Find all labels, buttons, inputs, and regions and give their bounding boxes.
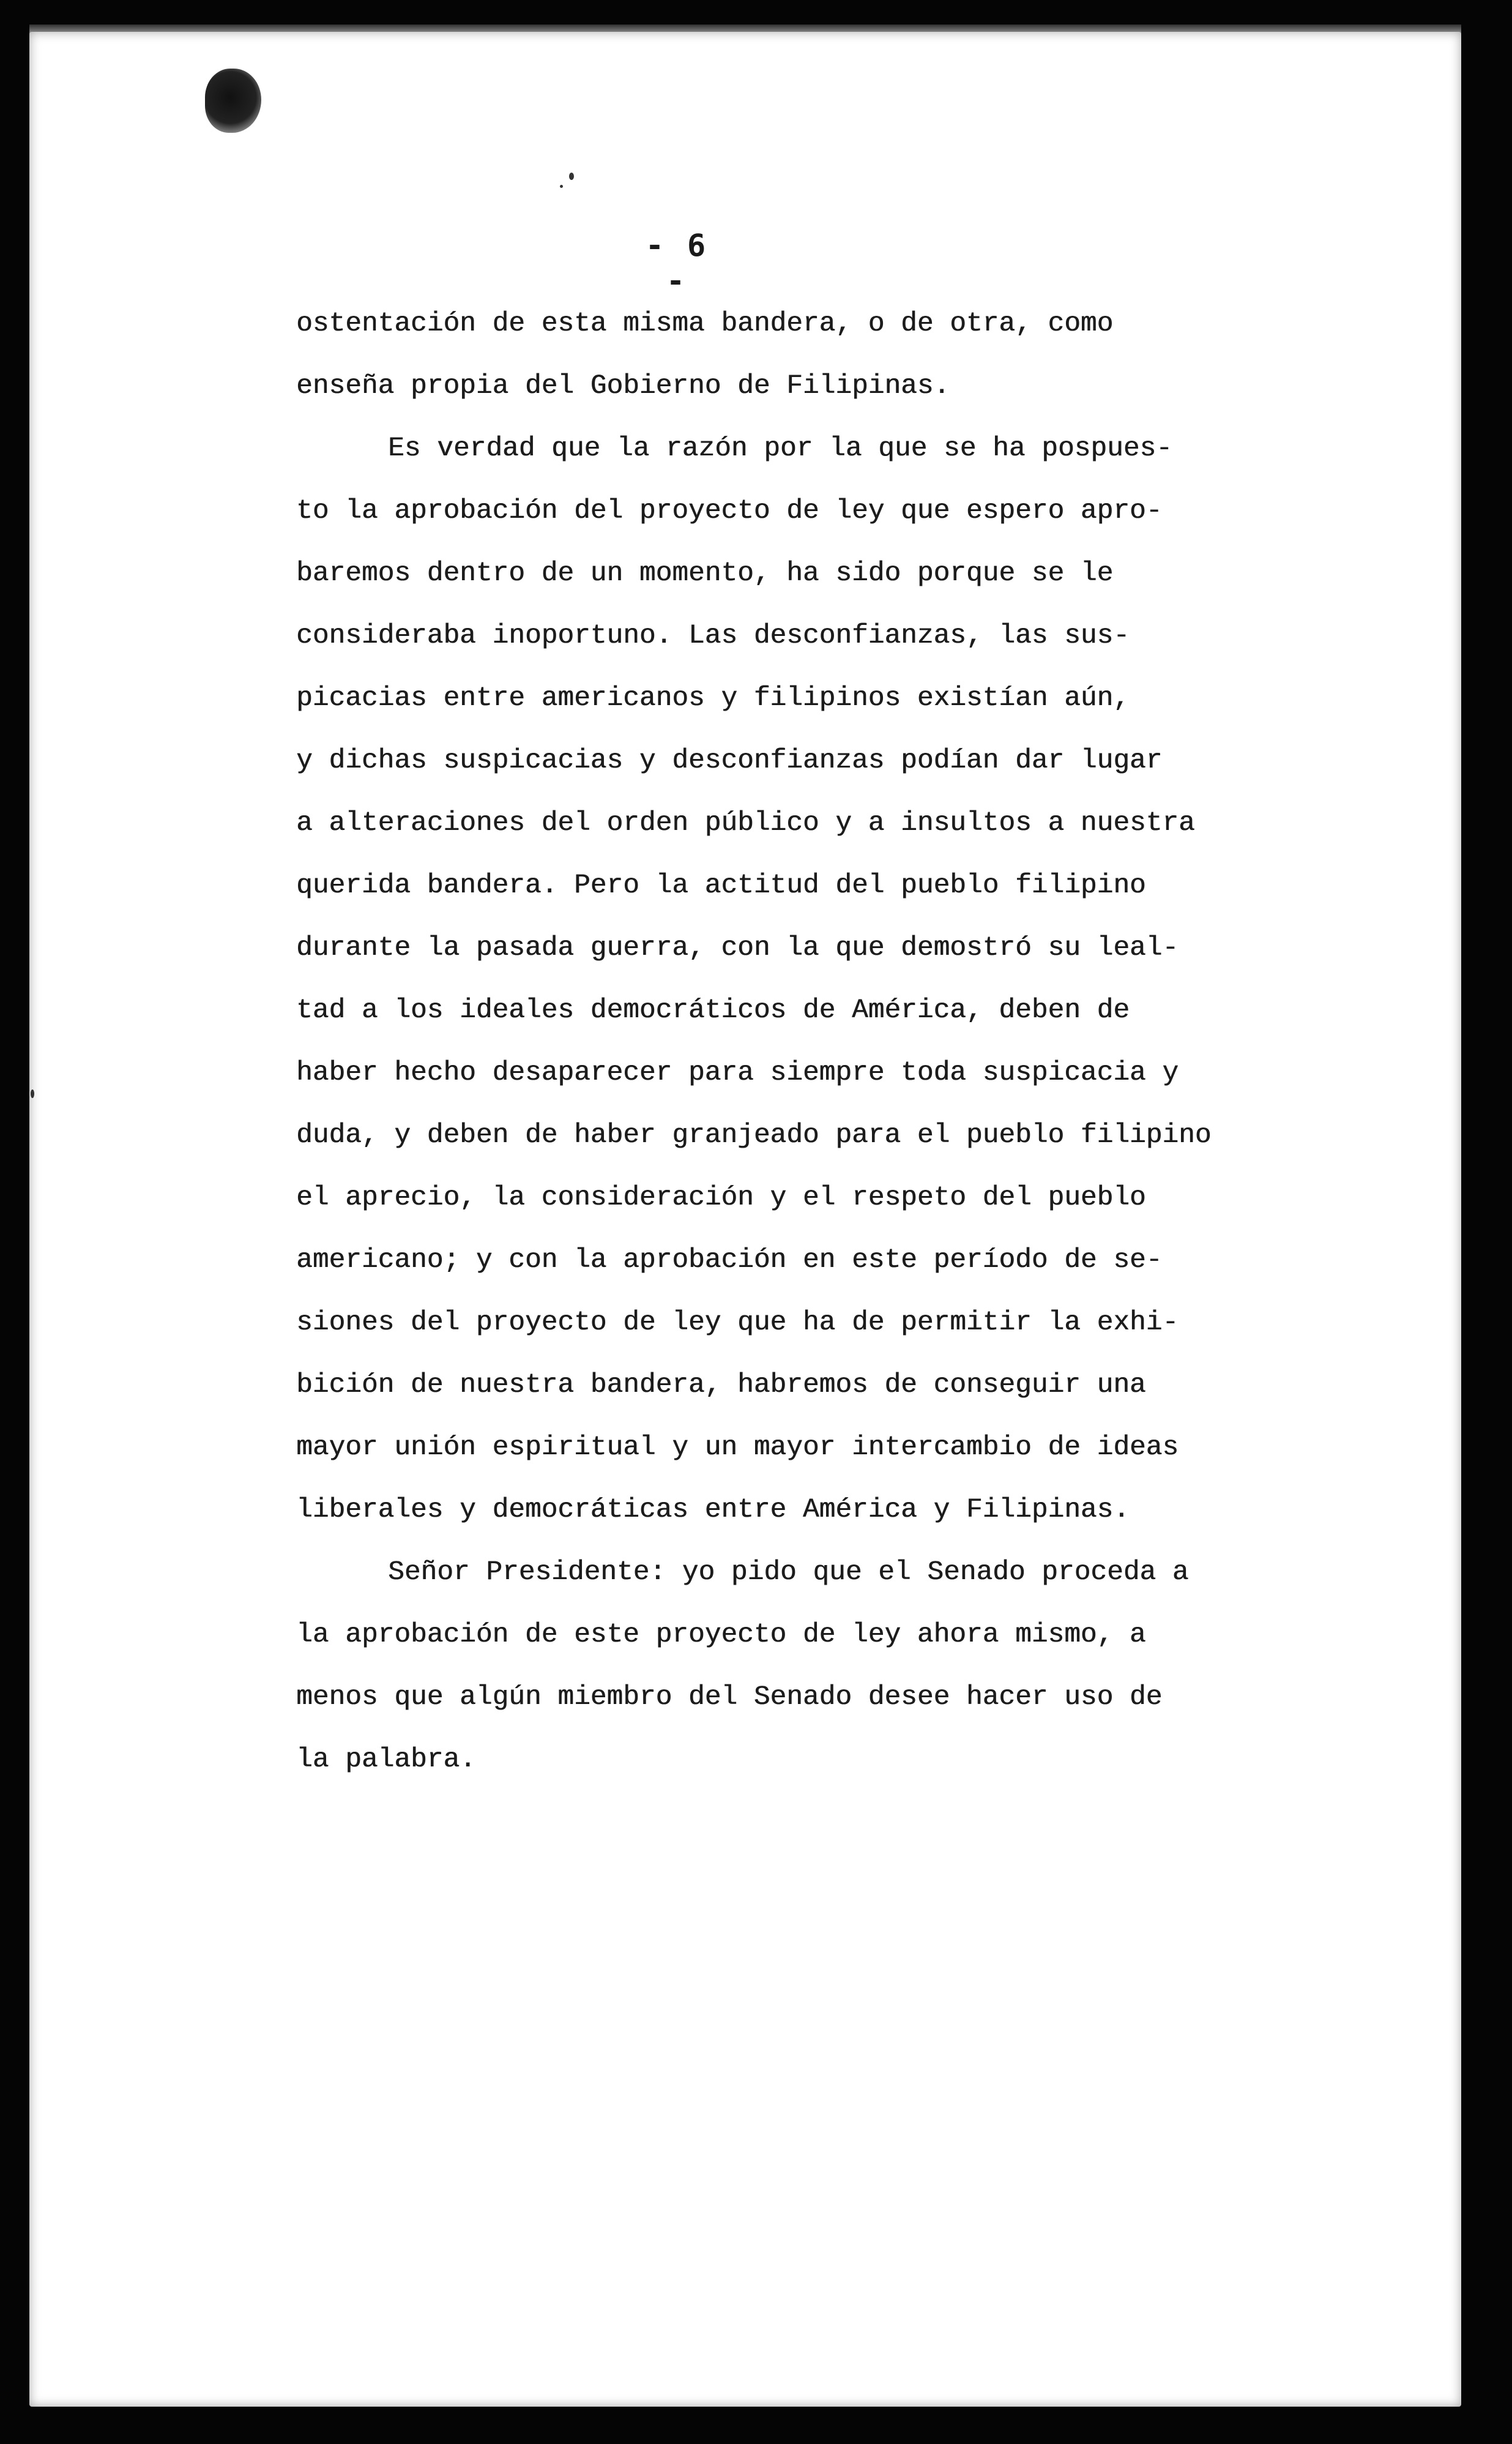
text-line: el aprecio, la consideración y el respeto del pueblo [296, 1183, 1146, 1213]
page-number: - 6 - [645, 228, 709, 299]
text-line: bición de nuestra bandera, habremos de conseguir una [296, 1370, 1146, 1400]
text-line: americano; y con la aprobación en este período de se- [296, 1245, 1163, 1276]
text-line: durante la pasada guerra, con la que demostró su leal- [296, 933, 1179, 963]
text-line: Señor Presidente: yo pido que el Senado proceda a [388, 1557, 1189, 1588]
text-line: picacias entre americanos y filipinos existían aún, [296, 683, 1130, 714]
text-line: la palabra. [296, 1744, 476, 1775]
text-line: querida bandera. Pero la actitud del pueblo filipino [296, 870, 1146, 901]
text-line: menos que algún miembro del Senado desee hacer uso de [296, 1682, 1163, 1713]
text-line: siones del proyecto de ley que ha de permitir la exhi- [296, 1307, 1179, 1338]
text-line: a alteraciones del orden público y a insultos a nuestra [296, 808, 1195, 839]
body-text [296, 293, 1349, 1791]
speck-mark [560, 185, 563, 188]
text-line: tad a los ideales democráticos de América, deben de [296, 995, 1130, 1026]
text-line: la aprobación de este proyecto de ley ahora mismo, a [296, 1620, 1146, 1650]
text-line: Es verdad que la razón por la que se ha pospues- [388, 433, 1172, 464]
text-line: baremos dentro de un momento, ha sido porque se le [296, 558, 1114, 589]
speck-mark [31, 1089, 34, 1098]
text-line: duda, y deben de haber granjeado para el pueblo filipino [296, 1120, 1212, 1151]
text-line: enseña propia del Gobierno de Filipinas. [296, 371, 950, 402]
text-line: haber hecho desaparecer para siempre toda suspicacia y [296, 1058, 1179, 1088]
text-line: to la aprobación del proyecto de ley que espero apro- [296, 496, 1163, 526]
speck-mark [569, 173, 574, 180]
text-line: consideraba inoportuno. Las desconfianzas, las sus- [296, 621, 1130, 651]
text-line: y dichas suspicacias y desconfianzas podían dar lugar [296, 746, 1163, 776]
text-line: liberales y democráticas entre América y Filipinas. [296, 1495, 1130, 1525]
text-line: ostentación de esta misma bandera, o de otra, como [296, 308, 1114, 339]
text-line: mayor unión espiritual y un mayor intercambio de ideas [296, 1432, 1179, 1463]
